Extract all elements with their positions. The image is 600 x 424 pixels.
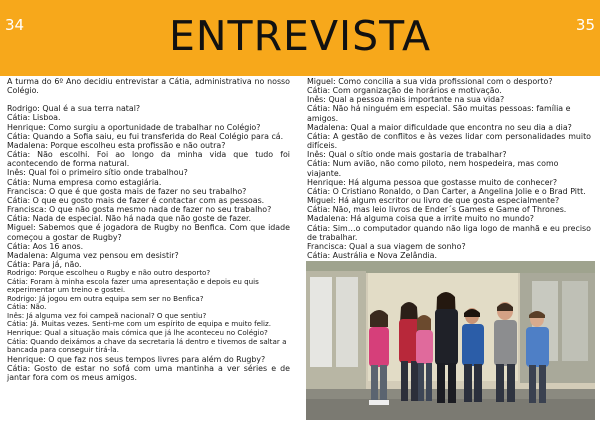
interview-line: Cátia: O que eu gosto mais de fazer é contactar com as pessoas. bbox=[7, 195, 265, 205]
interview-line: Cátia: Já. Muitas vezes. Senti-me com um espírito de equipa e muito feliz. bbox=[7, 319, 272, 329]
interview-line: Cátia: Numa empresa como estagiária. bbox=[7, 177, 162, 187]
interview-line: Cátia: Não, mas leio livros de Ender´s Games e Game of Thrones. bbox=[307, 205, 567, 215]
interview-line: Rodrigo: Já jogou em outra equipa sem ser no Benfica? bbox=[7, 293, 204, 303]
interview-line: Madalena: Alguma vez pensou em desistir? bbox=[7, 250, 179, 260]
interview-line: Francisca: O que não gosta mesmo nada de fazer no seu trabalho? bbox=[7, 205, 272, 215]
interview-line: Cátia: Quando deixámos a chave da secretaria lá dentro e tivemos de saltar a bancada para conseguir tirá-la. bbox=[7, 336, 287, 355]
intro-paragraph: A turma do 6º Ano decidiu entrevistar a Cátia, administrativa no nosso Colégio. bbox=[7, 77, 290, 96]
interview-line: Henrique: O que faz nos seus tempos livres para além do Rugby? bbox=[7, 354, 266, 364]
interview-line: Cátia: Aos 16 anos. bbox=[7, 241, 84, 251]
interview-line: Cátia: Para já, não. bbox=[7, 259, 82, 269]
interview-line: Cátia: Gosto de estar no sofá com uma mantinha a ver séries e de jantar fora com os meus amigos. bbox=[7, 363, 290, 382]
group-photo-image bbox=[306, 261, 595, 420]
interview-line: Cátia: Não há ninguém em especial. São muitas pessoas: família e amigos. bbox=[307, 104, 571, 123]
page-number-left: 34 bbox=[5, 16, 25, 34]
interview-line: Inês: Qual o sítio onde mais gostaria de trabalhar? bbox=[307, 150, 507, 160]
page-number-right: 35 bbox=[575, 16, 595, 34]
interview-line: Rodrigo: Porque escolheu o Rugby e não outro desporto? bbox=[7, 268, 211, 278]
group-photo bbox=[306, 261, 595, 420]
interview-line: Madalena: Qual a maior dificuldade que encontra no seu dia a dia? bbox=[307, 122, 572, 132]
interview-line: Cátia: Foram à minha escola fazer uma apresentação e depois eu quis experimentar um treino e gostei. bbox=[7, 276, 259, 295]
interview-line: Madalena: Há alguma coisa que a irrite muito no mundo? bbox=[307, 214, 534, 224]
interview-line: Cátia: Não. bbox=[7, 302, 47, 312]
interview-line: Inês: Qual a pessoa mais importante na sua vida? bbox=[307, 95, 505, 105]
interview-line: Cátia: A gestão de conflitos e às vezes lidar com personalidades muito difíceis. bbox=[307, 131, 591, 151]
interview-line: Cátia: Austrália e Nova Zelândia. bbox=[307, 250, 437, 260]
interview-line: Francisca: O que é que gosta mais de fazer no seu trabalho? bbox=[7, 186, 247, 196]
interview-line: Inês: Já alguma vez foi campeã nacional? O que sentiu? bbox=[7, 310, 207, 320]
interview-line: Cátia: Com organização de horários e motivação. bbox=[307, 86, 502, 96]
interview-line: Miguel: Sabemos que é jogadora de Rugby no Benfica. Com que idade começou a gostar de Rugby? bbox=[7, 223, 290, 242]
interview-line: Cátia: Num avião, não como piloto, nem hospedeira, mas como viajante. bbox=[307, 159, 559, 178]
interview-line: Rodrigo: Qual é a sua terra natal? bbox=[7, 104, 141, 114]
interview-line: Francisca: Qual a sua viagem de sonho? bbox=[307, 241, 466, 251]
interview-line: Cátia: Não escolhi. Foi ao longo da minha vida que tudo foi acontecendo de forma natural. bbox=[7, 150, 290, 169]
page-title: ENTREVISTA bbox=[168, 12, 432, 60]
interview-line: Cátia: Nada de especial. Não há nada que não goste de fazer. bbox=[7, 214, 252, 224]
interview-line: Henrique: Como surgiu a oportunidade de trabalhar no Colégio? bbox=[7, 122, 261, 132]
interview-line: Cátia: Lisboa. bbox=[7, 113, 61, 123]
interview-line: Cátia: Quando a Sofia saiu, eu fui transferida do Real Colégio para cá. bbox=[7, 131, 284, 141]
interview-line: Miguel: Há algum escritor ou livro de que gosta especialmente? bbox=[307, 196, 560, 206]
interview-column-right bbox=[307, 77, 591, 260]
interview-line: Cátia: Sim…o computador quando não liga logo de manhã e eu preciso de trabalhar. bbox=[307, 223, 591, 242]
interview-line: Cátia: O Cristiano Ronaldo, o Dan Carter, a Angelina Jolie e o Brad Pitt. bbox=[307, 186, 586, 196]
interview-line: Miguel: Como concilia a sua vida profissional com o desporto? bbox=[307, 77, 553, 86]
interview-line: Henrique: Qual a situação mais cómica que já lhe aconteceu no Colégio? bbox=[7, 327, 268, 337]
interview-line: Henrique: Há alguma pessoa que gostasse muito de conhecer? bbox=[307, 177, 558, 187]
interview-line: Madalena: Porque escolheu esta profissão e não outra? bbox=[7, 140, 226, 150]
interview-column-left bbox=[7, 77, 290, 382]
interview-line: Inês: Qual foi o primeiro sítio onde trabalhou? bbox=[7, 168, 188, 178]
